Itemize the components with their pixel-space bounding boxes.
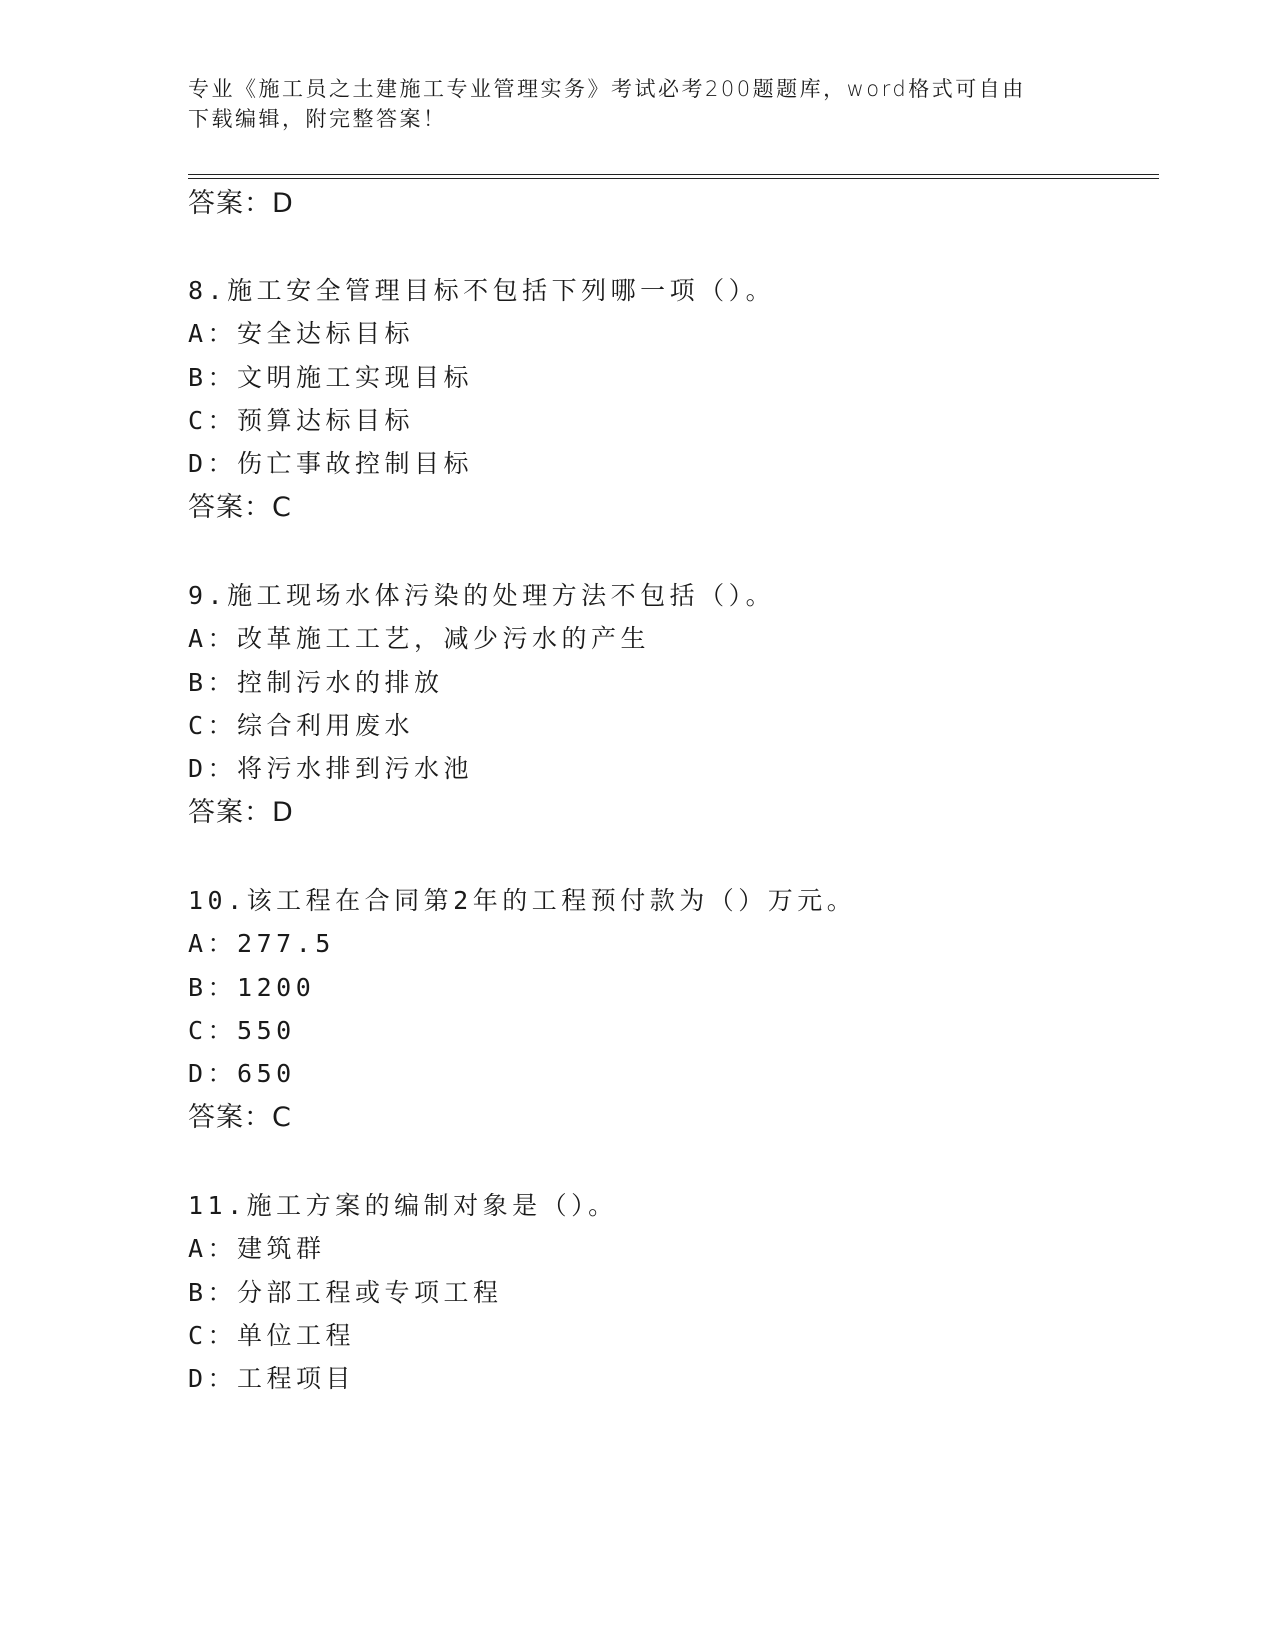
question-8-option-b: B：文明施工实现目标 (188, 363, 474, 392)
question-11-option-c: C：单位工程 (188, 1321, 356, 1350)
question-9-option-c: C：综合利用废水 (188, 711, 415, 740)
question-8-option-d: D：伤亡事故控制目标 (188, 449, 474, 478)
answer-q8: 答案：C (188, 492, 292, 523)
question-10-option-d: D：650 (188, 1059, 296, 1088)
question-10-option-a: A：277.5 (188, 929, 335, 958)
question-9-option-b: B：控制污水的排放 (188, 668, 444, 697)
answer-q10: 答案：C (188, 1102, 292, 1133)
header-rule-top (188, 174, 1159, 175)
question-10-stem: 10.该工程在合同第2年的工程预付款为（）万元。 (188, 886, 857, 915)
question-8-stem: 8.施工安全管理目标不包括下列哪一项（）。 (188, 276, 776, 305)
answer-q9: 答案：D (188, 797, 294, 828)
question-11-stem: 11.施工方案的编制对象是（）。 (188, 1191, 618, 1220)
header-title-line-1: 专业《施工员之土建施工专业管理实务》考试必考200题题库，word格式可自由 (188, 77, 1026, 101)
question-9-option-d: D：将污水排到污水池 (188, 754, 474, 783)
question-9-stem: 9.施工现场水体污染的处理方法不包括（）。 (188, 581, 776, 610)
question-11-option-a: A：建筑群 (188, 1234, 326, 1263)
header-title-line-2: 下载编辑，附完整答案！ (188, 107, 447, 131)
question-9-option-a: A：改革施工工艺，减少污水的产生 (188, 624, 651, 653)
question-11-option-d: D：工程项目 (188, 1364, 356, 1393)
question-10-option-b: B：1200 (188, 973, 316, 1002)
question-11-option-b: B：分部工程或专项工程 (188, 1278, 503, 1307)
header-rule-bottom (188, 178, 1159, 179)
question-8-option-a: A：安全达标目标 (188, 319, 415, 348)
question-8-option-c: C：预算达标目标 (188, 406, 415, 435)
answer-q7: 答案：D (188, 188, 294, 219)
question-10-option-c: C：550 (188, 1016, 296, 1045)
